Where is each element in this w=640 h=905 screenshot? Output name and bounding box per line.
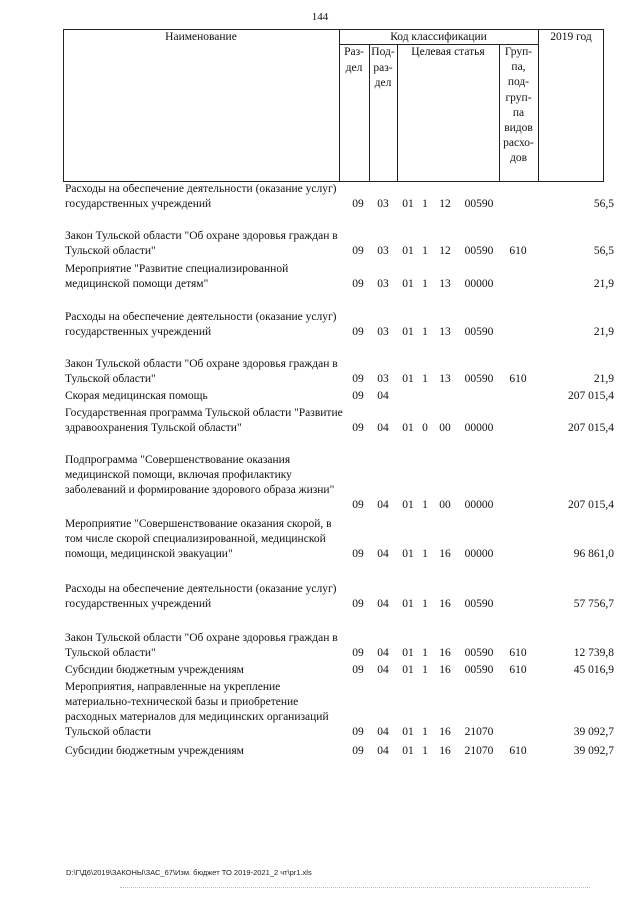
row-t1: 01 bbox=[402, 647, 414, 659]
row-t2: 1 bbox=[422, 548, 428, 560]
row-t2: 0 bbox=[422, 422, 428, 434]
row-t2: 1 bbox=[422, 726, 428, 738]
row-t4: 00000 bbox=[464, 422, 494, 434]
row-podrazdel: 04 bbox=[377, 390, 389, 402]
row-t3: 16 bbox=[439, 647, 451, 659]
table-row bbox=[0, 389, 640, 404]
table-row bbox=[0, 744, 640, 759]
row-amount: 207 015,4 bbox=[568, 499, 614, 511]
row-razdel: 09 bbox=[352, 548, 364, 560]
row-podrazdel: 04 bbox=[377, 598, 389, 610]
row-podrazdel: 04 bbox=[377, 499, 389, 511]
row-podrazdel: 04 bbox=[377, 726, 389, 738]
row-razdel: 09 bbox=[352, 726, 364, 738]
table-row bbox=[0, 262, 640, 292]
row-t4: 00000 bbox=[464, 278, 494, 290]
row-amount: 39 092,7 bbox=[573, 726, 614, 738]
header-podrazdel: Под- раз- дел bbox=[371, 46, 395, 89]
page-number: 144 bbox=[311, 11, 329, 23]
row-name: Расходы на обеспечение деятельности (оказание услуг) государственных учреждений bbox=[65, 311, 337, 338]
table-row bbox=[0, 663, 640, 678]
row-razdel: 09 bbox=[352, 278, 364, 290]
table-row bbox=[0, 182, 640, 212]
table-row bbox=[0, 357, 640, 387]
row-podrazdel: 03 bbox=[377, 198, 389, 210]
row-razdel: 09 bbox=[352, 664, 364, 676]
row-t1: 01 bbox=[402, 548, 414, 560]
row-t4: 00590 bbox=[464, 598, 494, 610]
row-podrazdel: 03 bbox=[377, 326, 389, 338]
row-podrazdel: 03 bbox=[377, 278, 389, 290]
row-amount: 96 861,0 bbox=[573, 548, 614, 560]
header-target: Целевая статья bbox=[411, 46, 485, 58]
row-name: Скорая медицинская помощь bbox=[65, 390, 208, 402]
row-group: 610 bbox=[509, 245, 527, 257]
row-t1: 01 bbox=[402, 598, 414, 610]
row-t3: 16 bbox=[439, 548, 451, 560]
row-name: Мероприятие "Совершенствование оказания скорой, в том числе скорой специализированной, медицинской помощи, медицинской эвакуации" bbox=[65, 518, 332, 560]
row-amount: 21,9 bbox=[593, 326, 614, 338]
row-t1: 01 bbox=[402, 326, 414, 338]
row-t3: 12 bbox=[439, 198, 451, 210]
table-row bbox=[0, 229, 640, 259]
row-amount: 12 739,8 bbox=[573, 647, 614, 659]
row-name: Субсидии бюджетным учреждениям bbox=[65, 664, 244, 676]
row-t4: 00590 bbox=[464, 326, 494, 338]
row-t4: 00590 bbox=[464, 198, 494, 210]
file-path-footer: D:\Г\Д6\2019\ЗАКОНЫ\ЗАС_67\Изм. бюджет ТО 2019-2021_2 чт\pr1.xls bbox=[66, 868, 312, 877]
row-t2: 1 bbox=[422, 499, 428, 511]
row-t1: 01 bbox=[402, 726, 414, 738]
table-row bbox=[0, 680, 640, 740]
row-t1: 01 bbox=[402, 245, 414, 257]
row-name: Закон Тульской области "Об охране здоровья граждан в Тульской области" bbox=[65, 358, 338, 385]
row-t3: 12 bbox=[439, 245, 451, 257]
row-group: 610 bbox=[509, 373, 527, 385]
row-razdel: 09 bbox=[352, 422, 364, 434]
row-t3: 13 bbox=[439, 278, 451, 290]
row-t4: 00590 bbox=[464, 373, 494, 385]
row-razdel: 09 bbox=[352, 499, 364, 511]
row-t3: 16 bbox=[439, 726, 451, 738]
row-t3: 13 bbox=[439, 326, 451, 338]
header-classification: Код классификации bbox=[390, 31, 487, 43]
row-group: 610 bbox=[509, 647, 527, 659]
row-t1: 01 bbox=[402, 499, 414, 511]
row-t1: 01 bbox=[402, 373, 414, 385]
row-t4: 00000 bbox=[464, 548, 494, 560]
row-podrazdel: 04 bbox=[377, 745, 389, 757]
row-razdel: 09 bbox=[352, 390, 364, 402]
row-t1: 01 bbox=[402, 422, 414, 434]
row-t1: 01 bbox=[402, 664, 414, 676]
row-t2: 1 bbox=[422, 326, 428, 338]
row-razdel: 09 bbox=[352, 198, 364, 210]
row-amount: 207 015,4 bbox=[568, 390, 614, 402]
row-t3: 13 bbox=[439, 373, 451, 385]
row-name: Субсидии бюджетным учреждениям bbox=[65, 745, 244, 757]
row-t1: 01 bbox=[402, 278, 414, 290]
table-row bbox=[0, 453, 640, 513]
row-name: Расходы на обеспечение деятельности (оказание услуг) государственных учреждений bbox=[65, 583, 337, 610]
header-year: 2019 год bbox=[550, 31, 592, 43]
table-row bbox=[0, 406, 640, 436]
row-t2: 1 bbox=[422, 245, 428, 257]
row-podrazdel: 03 bbox=[377, 373, 389, 385]
row-t2: 1 bbox=[422, 664, 428, 676]
row-t1: 01 bbox=[402, 198, 414, 210]
table-row bbox=[0, 517, 640, 562]
row-t4: 00590 bbox=[464, 647, 494, 659]
row-t2: 1 bbox=[422, 598, 428, 610]
row-t4: 00000 bbox=[464, 499, 494, 511]
row-razdel: 09 bbox=[352, 598, 364, 610]
row-t2: 1 bbox=[422, 198, 428, 210]
row-t4: 21070 bbox=[464, 745, 494, 757]
header-group: Груп- па, под- груп- па видов расхо- дов bbox=[503, 46, 534, 165]
row-podrazdel: 04 bbox=[377, 422, 389, 434]
scan-artifact-line bbox=[120, 887, 590, 888]
row-amount: 56,5 bbox=[593, 245, 614, 257]
row-t4: 21070 bbox=[464, 726, 494, 738]
row-amount: 21,9 bbox=[593, 278, 614, 290]
row-amount: 207 015,4 bbox=[568, 422, 614, 434]
row-podrazdel: 04 bbox=[377, 548, 389, 560]
row-razdel: 09 bbox=[352, 745, 364, 757]
row-amount: 45 016,9 bbox=[573, 664, 614, 676]
row-name: Государственная программа Тульской области "Развитие здравоохранения Тульской области" bbox=[65, 407, 343, 434]
table-row bbox=[0, 310, 640, 340]
row-podrazdel: 04 bbox=[377, 664, 389, 676]
row-name: Мероприятие "Развитие специализированной медицинской помощи детям" bbox=[65, 263, 289, 290]
row-group: 610 bbox=[509, 745, 527, 757]
row-t3: 00 bbox=[439, 499, 451, 511]
row-name: Закон Тульской области "Об охране здоровья граждан в Тульской области" bbox=[65, 632, 338, 659]
row-t2: 1 bbox=[422, 373, 428, 385]
row-amount: 57 756,7 bbox=[573, 598, 614, 610]
row-t1: 01 bbox=[402, 745, 414, 757]
row-t4: 00590 bbox=[464, 664, 494, 676]
row-razdel: 09 bbox=[352, 326, 364, 338]
row-amount: 56,5 bbox=[593, 198, 614, 210]
table-row bbox=[0, 631, 640, 661]
row-podrazdel: 03 bbox=[377, 245, 389, 257]
row-podrazdel: 04 bbox=[377, 647, 389, 659]
header-razdel: Раз- дел bbox=[344, 46, 364, 74]
row-name: Расходы на обеспечение деятельности (оказание услуг) государственных учреждений bbox=[65, 183, 337, 210]
row-razdel: 09 bbox=[352, 245, 364, 257]
row-t3: 16 bbox=[439, 598, 451, 610]
row-group: 610 bbox=[509, 664, 527, 676]
row-name: Закон Тульской области "Об охране здоровья граждан в Тульской области" bbox=[65, 230, 338, 257]
row-t2: 1 bbox=[422, 745, 428, 757]
row-razdel: 09 bbox=[352, 373, 364, 385]
row-name: Подпрограмма "Совершенствование оказания медицинской помощи, включая профилактику заболеваний и формирование здорового образа жизни" bbox=[65, 454, 335, 496]
header-name: Наименование bbox=[165, 31, 237, 43]
row-amount: 39 092,7 bbox=[573, 745, 614, 757]
row-amount: 21,9 bbox=[593, 373, 614, 385]
row-t2: 1 bbox=[422, 647, 428, 659]
row-t3: 00 bbox=[439, 422, 451, 434]
row-t4: 00590 bbox=[464, 245, 494, 257]
row-t2: 1 bbox=[422, 278, 428, 290]
table-row bbox=[0, 582, 640, 612]
row-t3: 16 bbox=[439, 664, 451, 676]
row-name: Мероприятия, направленные на укрепление материально-технической базы и приобретение расходных материалов для медицинских организаций Тульской области bbox=[65, 681, 329, 738]
row-t3: 16 bbox=[439, 745, 451, 757]
row-razdel: 09 bbox=[352, 647, 364, 659]
